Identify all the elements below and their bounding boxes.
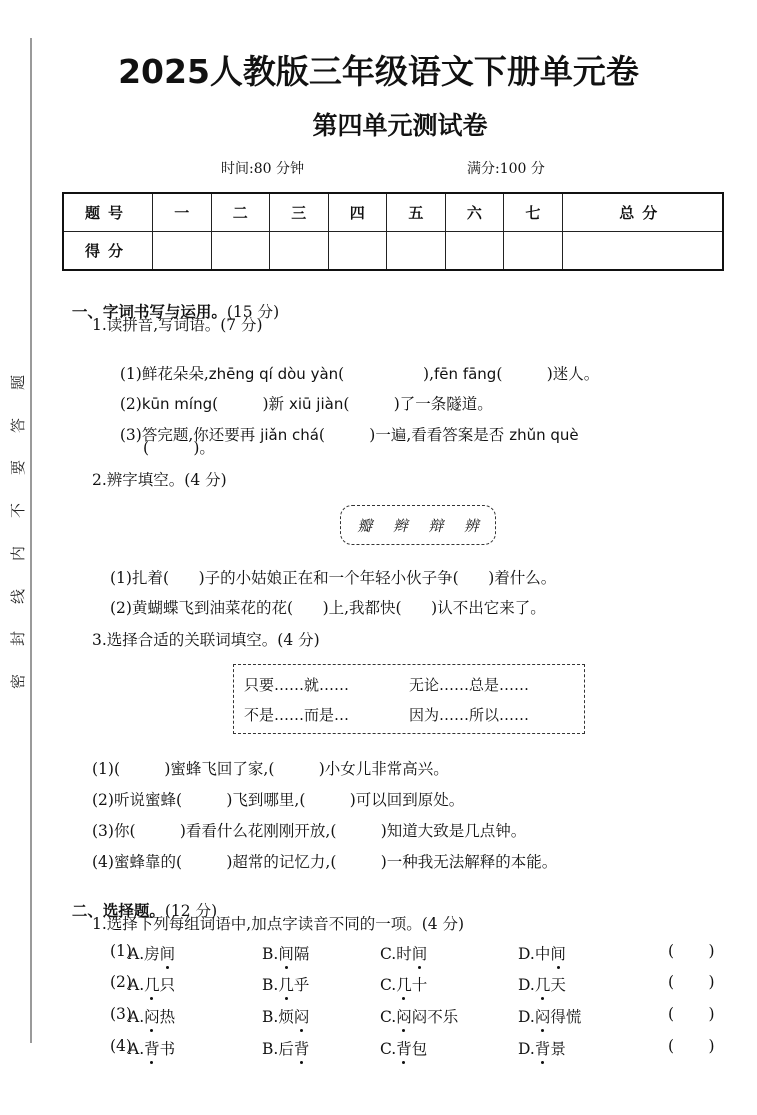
answer-blank[interactable]: ( )迷人。 — [496, 365, 600, 383]
binding-char: 不 — [9, 503, 28, 519]
col-header: 四 — [328, 193, 387, 232]
row-label-score: 得分 — [63, 232, 153, 271]
answer-blank[interactable]: ( ) — [668, 942, 715, 960]
col-header: 七 — [504, 193, 563, 232]
binding-margin-notice — [8, 372, 28, 692]
char-option: 辫 — [392, 516, 408, 535]
conjunction-option: 因为……所以…… — [409, 705, 530, 724]
row-label-question-no: 题号 — [63, 193, 153, 232]
answer-blank[interactable]: ( ) — [668, 1037, 715, 1055]
score-cell[interactable] — [270, 232, 329, 271]
dotted-character: 背 — [396, 1040, 412, 1058]
choice-option-d[interactable] — [518, 1037, 566, 1059]
choice-option-c[interactable] — [380, 1005, 458, 1027]
answer-blank[interactable]: ( )了一条隧道。 — [343, 395, 493, 413]
conjunction-option: 无论……总是…… — [409, 675, 530, 694]
col-header: 三 — [270, 193, 329, 232]
option-label: B. — [262, 1040, 279, 1058]
dotted-character: 几 — [278, 976, 294, 994]
option-label: C. — [380, 945, 397, 963]
choice-row — [110, 1037, 730, 1061]
score-cell[interactable] — [504, 232, 563, 271]
conjunction-option: 不是……而是… — [244, 705, 350, 724]
option-label: D. — [518, 1008, 535, 1026]
dotted-character: 闷 — [293, 1008, 310, 1026]
option-text: 时 — [396, 945, 412, 963]
char-option: 辩 — [428, 516, 444, 535]
answer-blank[interactable]: ( )一遍,看看答案是否 — [318, 426, 510, 444]
dotted-character: 背 — [293, 1040, 310, 1058]
q3-item-3[interactable]: (3)你( )看看什么花刚刚开放,( )知道大致是几点钟。 — [92, 822, 527, 840]
q1-item-3-blank[interactable]: ( )。 — [143, 439, 215, 457]
binding-char: 封 — [9, 631, 28, 647]
dotted-character: 闷 — [144, 1008, 160, 1026]
option-text: 烦 — [278, 1008, 294, 1026]
conjunction-option: 只要……就…… — [244, 675, 350, 694]
choice-option-b[interactable] — [262, 1005, 309, 1027]
option-text: 得慌 — [550, 1008, 582, 1026]
option-label: B. — [262, 1008, 279, 1026]
option-label: A. — [128, 976, 145, 994]
dotted-character: 闷 — [396, 1008, 412, 1026]
dotted-character: 间 — [278, 945, 294, 963]
binding-char: 要 — [9, 460, 28, 476]
binding-char: 线 — [9, 588, 28, 604]
choice-option-c[interactable] — [380, 942, 427, 964]
score-table — [62, 192, 724, 271]
option-text: 包 — [411, 1040, 428, 1058]
choice-option-b[interactable] — [262, 942, 309, 964]
answer-blank[interactable]: ( ) — [668, 973, 715, 991]
option-label: C. — [380, 1040, 397, 1058]
option-text: 十 — [411, 976, 428, 994]
col-header-total: 总分 — [562, 193, 723, 232]
choice-option-d[interactable] — [518, 1005, 581, 1027]
option-text: 只 — [159, 976, 176, 994]
choice-option-b[interactable] — [262, 1037, 309, 1059]
pinyin-xiujian: xiū jiàn — [288, 395, 344, 413]
pinyin-jiancha: jiǎn chá — [260, 426, 319, 444]
dotted-character: 闷 — [534, 1008, 551, 1026]
dotted-character: 间 — [159, 945, 176, 963]
score-cell[interactable] — [387, 232, 446, 271]
q1-item-2-pre: (2) — [119, 395, 142, 413]
score-cell[interactable] — [153, 232, 212, 271]
full-score: 满分:100 分 — [467, 161, 545, 177]
option-text: 隔 — [293, 945, 310, 963]
q3-item-2[interactable]: (2)听说蜜蜂( )飞到哪里,( )可以回到原处。 — [92, 791, 465, 809]
answer-blank[interactable]: ( ) — [668, 1005, 715, 1023]
binding-line — [30, 38, 32, 1043]
q1-item-3-pre: (3)答完题,你还要再 — [119, 426, 261, 444]
binding-char: 内 — [9, 545, 28, 561]
option-text: 后 — [278, 1040, 294, 1058]
answer-blank[interactable]: ( ), — [338, 365, 435, 383]
option-label: A. — [128, 945, 145, 963]
choice-option-b[interactable] — [262, 973, 309, 995]
choice-row-number: (1) — [110, 942, 132, 960]
choice-option-a[interactable] — [128, 1037, 175, 1059]
dotted-character: 几 — [396, 976, 412, 994]
q2-title: 2.辨字填空。(4 分) — [92, 471, 227, 489]
choice-option-d[interactable] — [518, 942, 566, 964]
section-1-points: (15 分) — [226, 303, 280, 321]
section-2-points: (12 分) — [164, 902, 218, 920]
option-text: 中 — [534, 945, 551, 963]
score-cell[interactable] — [328, 232, 387, 271]
q2-character-options-box — [340, 505, 496, 545]
option-label: D. — [518, 945, 535, 963]
option-text: 闷不乐 — [411, 1008, 459, 1026]
binding-char: 题 — [9, 374, 28, 391]
dotted-character: 几 — [534, 976, 551, 994]
option-label: A. — [128, 1040, 145, 1058]
choice-option-d[interactable] — [518, 973, 566, 995]
option-text: 天 — [550, 976, 566, 994]
binding-char: 密 — [9, 673, 28, 689]
answer-blank[interactable]: ( )新 — [212, 395, 289, 413]
choice-row — [110, 942, 730, 966]
option-label: C. — [380, 976, 397, 994]
pinyin-zhengqidouyan: zhēng qí dòu yàn — [208, 365, 339, 383]
choice-option-a[interactable] — [128, 942, 175, 964]
q3-item-4[interactable]: (4)蜜蜂靠的( )超常的记忆力,( )一种我无法解释的本能。 — [92, 853, 558, 871]
dotted-character: 背 — [534, 1040, 551, 1058]
choice-row-number: (3) — [110, 1005, 132, 1023]
dotted-character: 背 — [144, 1040, 160, 1058]
col-header: 二 — [211, 193, 270, 232]
q3-item-1[interactable]: (1)( )蜜蜂飞回了家,( )小女儿非常高兴。 — [92, 760, 449, 778]
option-label: C. — [380, 1008, 397, 1026]
pinyin-fenfang: fēn fāng — [434, 365, 497, 383]
col-header: 六 — [445, 193, 504, 232]
dotted-character: 间 — [411, 945, 428, 963]
score-table-header-row — [63, 193, 723, 232]
q1-title: 1.读拼音,写词语。(7 分) — [92, 316, 263, 334]
option-label: B. — [262, 976, 279, 994]
score-cell[interactable] — [211, 232, 270, 271]
option-text: 房 — [144, 945, 160, 963]
dotted-character: 间 — [550, 945, 566, 963]
option-label: B. — [262, 945, 279, 963]
page-subtitle: 第四单元测试卷 — [312, 111, 488, 140]
choice-row — [110, 973, 730, 997]
section-1-title: 一、字词书写与运用。 — [71, 303, 227, 321]
choice-option-a[interactable] — [128, 1005, 175, 1027]
score-table-score-row — [63, 232, 723, 271]
choice-row — [110, 1005, 730, 1029]
choice-option-a[interactable] — [128, 973, 175, 995]
option-text: 景 — [550, 1040, 566, 1058]
choice-row-number: (4) — [110, 1037, 132, 1055]
char-option: 辨 — [463, 516, 479, 535]
q1-item-1-pre: (1)鲜花朵朵, — [119, 365, 209, 383]
section-2-title: 二、选择题。 — [71, 902, 165, 920]
q2-item-2[interactable]: (2)黄蝴蝶飞到油菜花的花( )上,我都快( )认不出它来了。 — [110, 599, 546, 617]
q3-title: 3.选择合适的关联词填空。(4 分) — [92, 631, 320, 649]
binding-char: 答 — [9, 417, 28, 433]
choice-option-c[interactable] — [380, 973, 427, 995]
option-text: 书 — [159, 1040, 176, 1058]
q3-conjunction-options-box — [233, 664, 585, 734]
choice-row-number: (2) — [110, 973, 132, 991]
option-label: D. — [518, 1040, 535, 1058]
option-text: 热 — [159, 1008, 176, 1026]
dotted-character: 几 — [144, 976, 160, 994]
col-header: 五 — [387, 193, 446, 232]
pinyin-kunming: kūn míng — [141, 395, 213, 413]
col-header: 一 — [153, 193, 212, 232]
choice-option-c[interactable] — [380, 1037, 427, 1059]
option-text: 乎 — [293, 976, 310, 994]
char-option: 瓣 — [357, 516, 373, 535]
exam-time: 时间:80 分钟 — [221, 161, 304, 177]
q2-item-1[interactable]: (1)扎着( )子的小姑娘正在和一个年轻小伙子争( )着什么。 — [110, 569, 557, 587]
score-cell[interactable] — [445, 232, 504, 271]
score-cell-total[interactable] — [562, 232, 723, 271]
option-label: A. — [128, 1008, 145, 1026]
page-title: 2025人教版三年级语文下册单元卷 — [118, 52, 639, 91]
pinyin-zhunque: zhǔn què — [509, 426, 579, 444]
s2-q1-title: 1.选择下列每组词语中,加点字读音不同的一项。(4 分) — [92, 915, 465, 933]
option-label: D. — [518, 976, 535, 994]
